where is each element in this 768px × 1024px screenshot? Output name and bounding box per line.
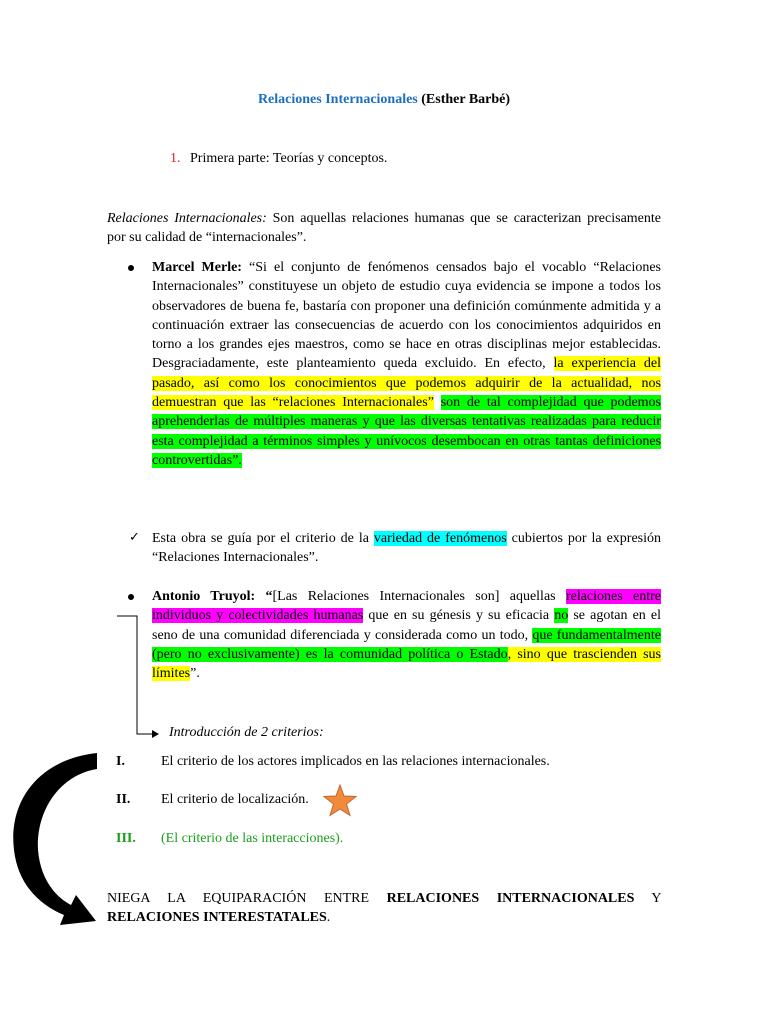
merle-name: Marcel Merle: <box>152 260 242 275</box>
merle-highlight-yellow: la experiencia del pasado, así como los conocimientos que podemos adquirir de la actualidad, nos demuestran que las “relaciones Internacionales” <box>152 356 661 411</box>
definition-term: Relaciones Internacionales: <box>107 211 267 226</box>
truyol-text-1: [Las Relaciones Internacionales son] aquellas <box>272 589 566 604</box>
truyol-name: Antonio Truyol: “ <box>152 589 273 604</box>
truyol-text-2: que en su génesis y su eficacia <box>363 608 555 624</box>
conclusion-text-2: Y <box>634 891 662 906</box>
conclusion-text-1: NIEGA LA EQUIPARACIÓN ENTRE <box>107 891 387 906</box>
criterio-text: (El criterio de las interacciones). <box>161 831 344 846</box>
criterio-text: El criterio de localización. <box>161 792 309 807</box>
truyol-highlight-magenta: relaciones entre individuos y colectividades humanas <box>152 589 661 624</box>
truyol-end: ”. <box>190 666 200 682</box>
check-item-highlight: variedad de fenómenos <box>373 531 507 546</box>
criterio-text: El criterio de los actores implicados en las relaciones internacionales. <box>161 754 550 769</box>
definition-text: Son aquellas relaciones humanas que se caracterizan precisamente por su calidad de “internacionales”. <box>107 211 661 246</box>
section-label: Primera parte: Teorías y conceptos. <box>190 151 388 166</box>
check-item-after: cubiertos por la expresión “Relaciones Internacionales”. <box>152 531 662 566</box>
checkmark-icon: ✓ <box>129 530 140 545</box>
star-icon <box>323 784 357 817</box>
conclusion-bold-1: RELACIONES INTERNACIONALES <box>386 891 635 906</box>
title-main: Relaciones Internacionales <box>257 92 418 107</box>
conclusion-end: . <box>326 910 331 926</box>
curved-arrow-icon <box>0 745 110 935</box>
merle-text: “Si el conjunto de fenómenos censados bajo el vocablo “Relaciones Internacionales” constituyese un objeto de estudio cuya evidencia se impone a todos los observadores de buena fe, bastaría con proponer una definición comúnmente admitida y a continuación extraer las consecuencias de acuerdo con los conocimientos adquiridos en torno a los grandes ejes maestros, como se hace en otras disciplinas mejor establecidas. Desgraciadamente, este planteamiento queda excluido. En efecto, <box>152 260 662 372</box>
section-number: 1. <box>170 151 181 166</box>
merle-highlight-green: son de tal complejidad que podemos aprehenderlas de múltiples maneras y que las diversas tentativas realizadas para reducir esta complejidad a términos simples y unívocos desembocan en otras tantas definiciones controvertidas”. <box>152 395 662 468</box>
truyol-highlight-yellow: , sino que trascienden sus límites <box>152 646 662 682</box>
truyol-highlight-green: que fundamentalmente (pero no exclusivamente) es la comunidad política o Estado <box>152 627 661 662</box>
criterio-number: I. <box>116 754 125 769</box>
criterio-number: III. <box>116 831 136 846</box>
truyol-highlight-no: no <box>554 608 569 624</box>
conclusion-bold-2: RELACIONES INTERESTATALES <box>107 910 327 926</box>
check-item-before: Esta obra se guía por el criterio de la <box>152 531 374 546</box>
title-author: (Esther Barbé) <box>421 92 511 107</box>
conclusion-paragraph <box>107 889 661 928</box>
truyol-text-3: se agotan en el seno de una comunidad diferenciada y considerada como un todo, <box>152 608 661 643</box>
criterio-number: II. <box>116 792 131 807</box>
intro-criterios: Introducción de 2 criterios: <box>169 725 324 740</box>
